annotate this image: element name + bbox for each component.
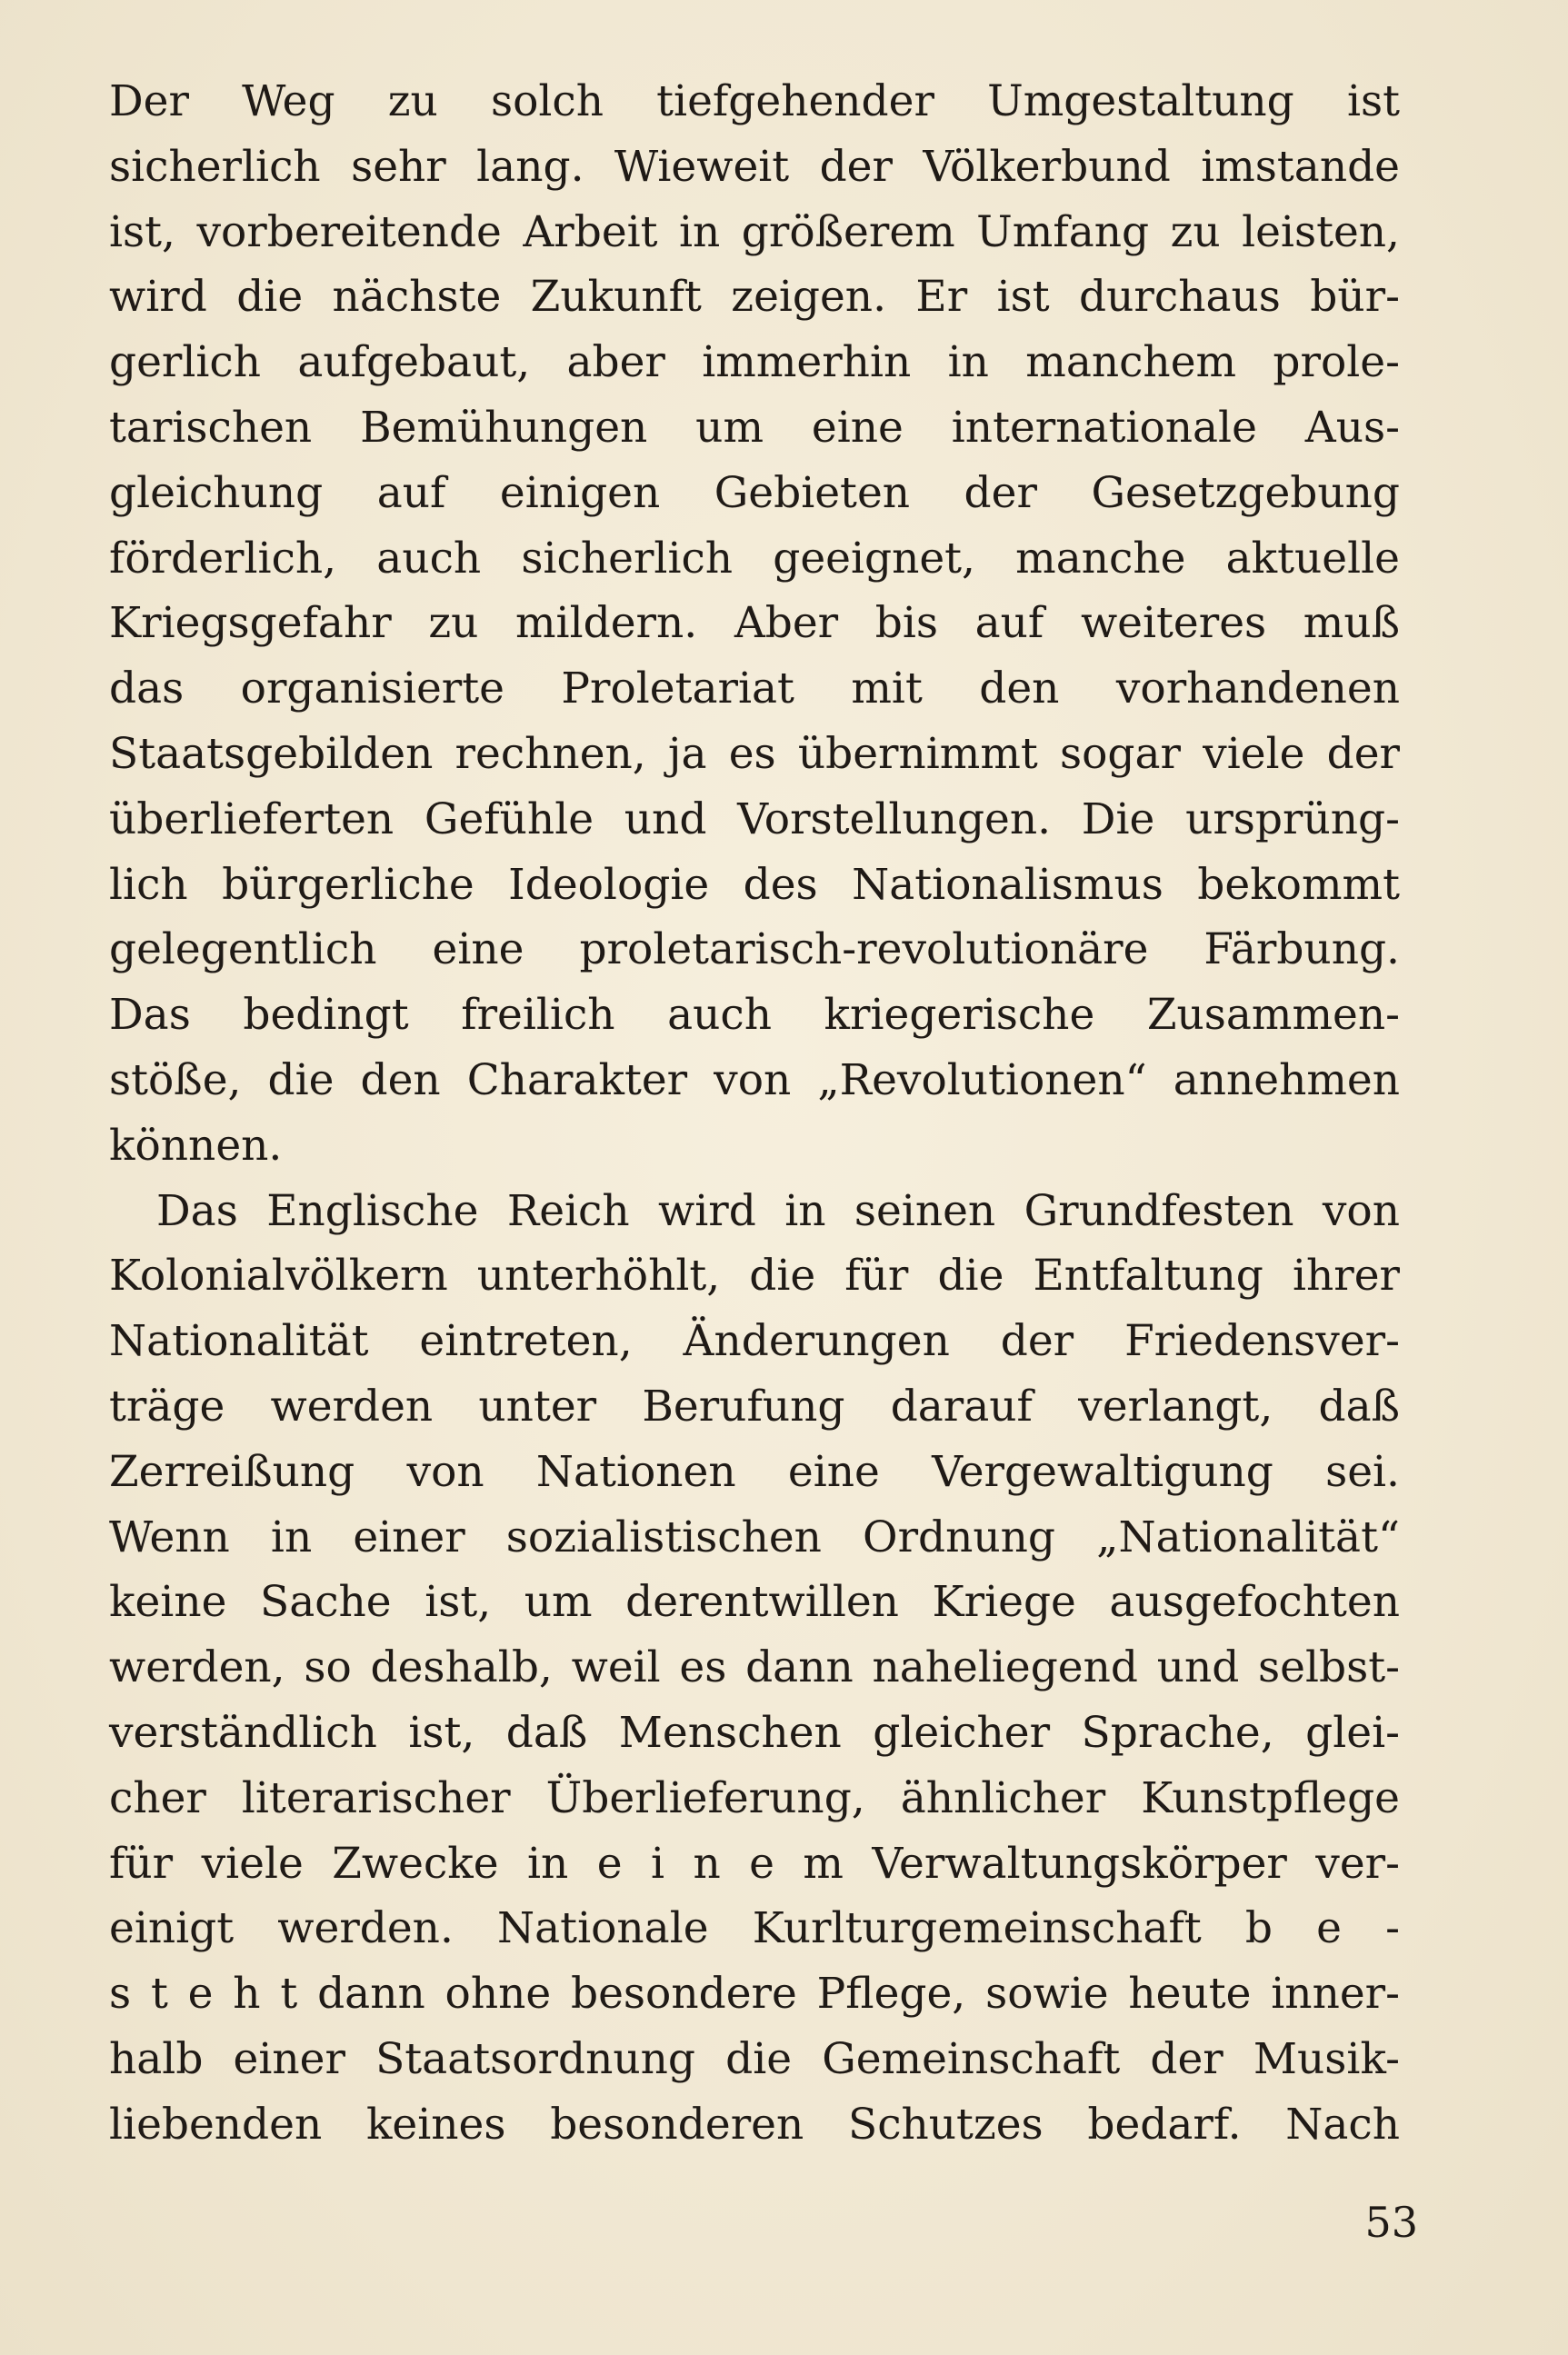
text-line: Zerreißung von Nationen eine Vergewaltigung sei. [109,1446,1400,1497]
text-line: gelegentlich eine proletarisch-revolutionäre Färbung. [109,924,1400,975]
text-line: sicherlich sehr lang. Wieweit der Völkerbund imstande [109,141,1400,192]
page-number: 53 [1364,2198,1418,2247]
text-line: tarischen Bemühungen um eine internationale Aus- [109,402,1400,453]
body-text [109,69,1400,2158]
text-line: gleichung auf einigen Gebieten der Gesetzgebung [109,467,1400,518]
text-line: können. [109,1120,283,1171]
text-line: einigt werden. Nationale Kurlturgemeinschaft b e - [109,1903,1400,1954]
text-line: Das bedingt freilich auch kriegerische Zusammen- [109,990,1400,1041]
text-line: keine Sache ist, um derentwillen Kriege ausgefochten [109,1577,1400,1628]
text-line: träge werden unter Berufung darauf verlangt, daß [109,1381,1400,1432]
text-line: Nationalität eintreten, Änderungen der Friedensver- [109,1316,1400,1367]
text-line: stöße, die den Charakter von „Revolutionen“ annehmen [109,1054,1400,1105]
text-line: liebenden keines besonderen Schutzes bedarf. Nach [109,2099,1400,2150]
text-line: Staatsgebilden rechnen, ja es übernimmt sogar viele der [109,728,1400,779]
text-line: halb einer Staatsordnung die Gemeinschaft der Musik- [109,2033,1400,2084]
text-line: lich bürgerliche Ideologie des Nationalismus bekommt [109,859,1400,910]
text-line: Der Weg zu solch tiefgehender Umgestaltung ist [109,76,1400,126]
text-line: Das Englische Reich wird in seinen Grundfesten von [156,1185,1400,1236]
text-line: gerlich aufgebaut, aber immerhin in manchem prole- [109,337,1400,388]
text-line: s t e h t dann ohne besondere Pflege, sowie heute inner- [109,1969,1400,2020]
text-line: verständlich ist, daß Menschen gleicher Sprache, glei- [109,1707,1400,1758]
text-line: für viele Zwecke in e i n e m Verwaltungskörper ver- [109,1838,1400,1889]
text-line: überlieferten Gefühle und Vorstellungen. Die ursprüng- [109,793,1400,844]
text-line: cher literarischer Überlieferung, ähnlicher Kunstpflege [109,1772,1400,1823]
text-line: ist, vorbereitende Arbeit in größerem Umfang zu leisten, [109,206,1400,257]
text-line: wird die nächste Zukunft zeigen. Er ist durchaus bür- [109,272,1400,323]
text-line: Kolonialvölkern unterhöhlt, die für die Entfaltung ihrer [109,1251,1400,1302]
text-line: werden, so deshalb, weil es dann naheliegend und selbst- [109,1642,1400,1693]
text-line: Wenn in einer sozialistischen Ordnung „Nationalität“ [109,1512,1400,1562]
text-line: Kriegsgefahr zu mildern. Aber bis auf weiteres muß [109,598,1400,649]
text-line: das organisierte Proletariat mit den vorhandenen [109,664,1400,714]
text-line: förderlich, auch sicherlich geeignet, manche aktuelle [109,533,1400,584]
